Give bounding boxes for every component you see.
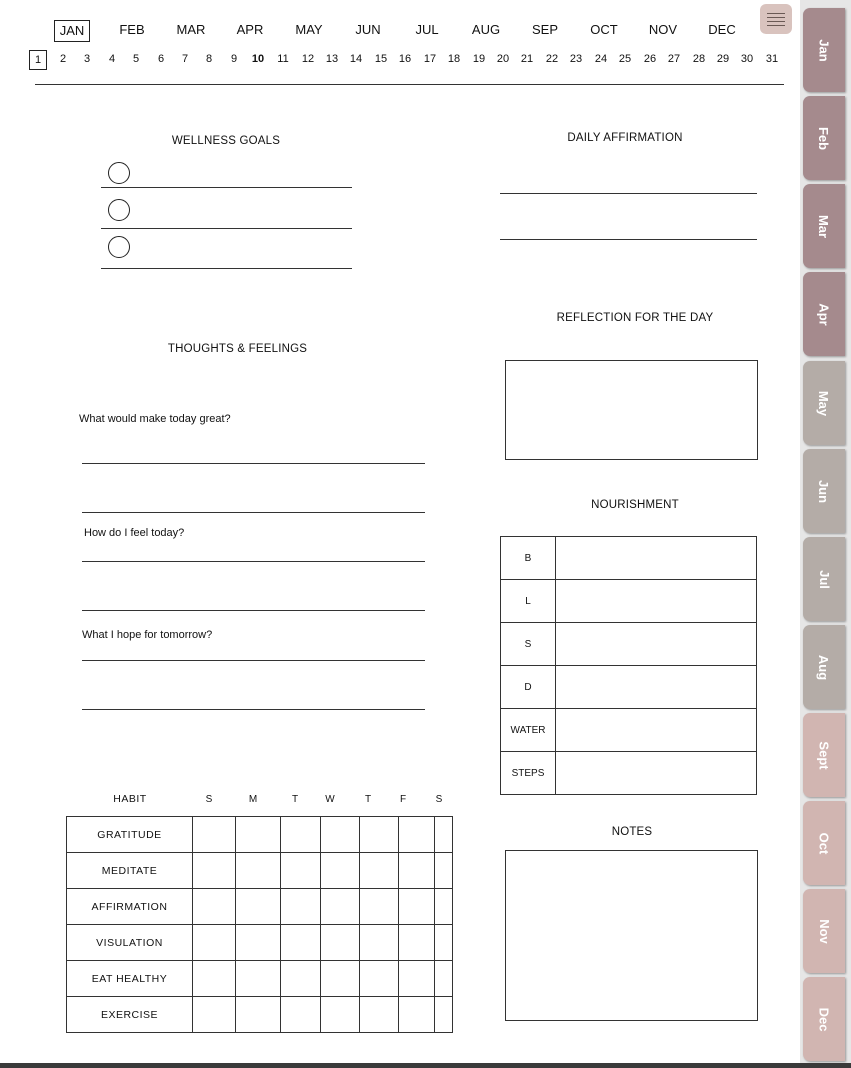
day-17[interactable]: 17 (423, 53, 437, 65)
day-5[interactable]: 5 (132, 53, 140, 65)
bottom-bar (0, 1063, 851, 1068)
habit-cell[interactable] (435, 961, 453, 997)
habit-cell[interactable] (321, 997, 360, 1033)
day-27[interactable]: 27 (667, 53, 681, 65)
day-19[interactable]: 19 (472, 53, 486, 65)
table-row (501, 709, 757, 752)
habit-cell[interactable] (321, 889, 360, 925)
habit-label: AFFIRMATION (67, 889, 193, 925)
habit-day-header: M (248, 794, 258, 805)
habit-label: VISULATION (67, 925, 193, 961)
question-hope-tomorrow: What I hope for tomorrow? (82, 629, 213, 641)
day-31[interactable]: 31 (765, 53, 779, 65)
meal-entry[interactable] (556, 623, 757, 666)
day-12[interactable]: 12 (301, 53, 315, 65)
goal-checkbox-3[interactable] (108, 236, 130, 258)
tab-sept[interactable] (803, 713, 845, 797)
habit-cell[interactable] (193, 961, 236, 997)
habit-day-header: S (205, 794, 213, 805)
day-14[interactable]: 14 (349, 53, 363, 65)
habit-cell[interactable] (236, 853, 281, 889)
habit-cell[interactable] (435, 925, 453, 961)
tab-label: Sept (816, 740, 832, 770)
day-26[interactable]: 26 (643, 53, 657, 65)
notes-title: NOTES (611, 826, 653, 838)
menu-button[interactable] (760, 4, 792, 34)
wellness-goals-title: WELLNESS GOALS (171, 135, 281, 147)
habit-cell[interactable] (193, 889, 236, 925)
reflection-title: REFLECTION FOR THE DAY (556, 312, 714, 324)
habit-label: MEDITATE (67, 853, 193, 889)
tab-aug[interactable] (803, 625, 845, 709)
month-feb[interactable]: FEB (119, 22, 145, 37)
question-feel-today: How do I feel today? (84, 527, 185, 539)
table-row (67, 997, 453, 1033)
day-11[interactable]: 11 (277, 53, 289, 65)
habit-cell[interactable] (281, 817, 321, 853)
menu-icon-line (767, 21, 785, 22)
steps-entry[interactable] (556, 752, 757, 795)
habit-cell[interactable] (236, 961, 281, 997)
tab-label: Nov (816, 918, 832, 944)
meal-label: B (501, 537, 556, 580)
tab-mar[interactable] (803, 184, 845, 268)
month-oct[interactable]: OCT (590, 22, 618, 37)
month-apr[interactable]: APR (236, 22, 264, 37)
day-28[interactable]: 28 (692, 53, 706, 65)
habit-cell[interactable] (360, 853, 399, 889)
day-29[interactable]: 29 (716, 53, 730, 65)
month-jun[interactable]: JUN (355, 22, 381, 37)
habit-cell[interactable] (321, 817, 360, 853)
steps-label: STEPS (501, 752, 556, 795)
habit-day-header: W (325, 794, 335, 805)
goal-line-3[interactable] (101, 268, 352, 269)
meal-label: S (501, 623, 556, 666)
tab-label: Jun (816, 479, 832, 503)
habit-cell[interactable] (193, 997, 236, 1033)
tab-jul[interactable] (803, 537, 845, 621)
month-may[interactable]: MAY (295, 22, 323, 37)
day-4[interactable]: 4 (108, 53, 116, 65)
meal-label: D (501, 666, 556, 709)
day-21[interactable]: 21 (520, 53, 534, 65)
month-jul[interactable]: JUL (415, 22, 439, 37)
day-22[interactable]: 22 (545, 53, 559, 65)
habit-cell[interactable] (360, 961, 399, 997)
day-10[interactable]: 10 (251, 53, 265, 65)
answer-line-1b[interactable] (82, 512, 425, 513)
answer-line-3b[interactable] (82, 709, 425, 710)
tab-label: Apr (816, 302, 832, 326)
tab-label: Jan (816, 38, 832, 62)
tab-oct[interactable] (803, 801, 845, 885)
habit-cell[interactable] (281, 853, 321, 889)
habit-cell[interactable] (399, 997, 435, 1033)
day-24[interactable]: 24 (594, 53, 608, 65)
habit-day-header: T (364, 794, 372, 805)
reflection-box[interactable] (505, 360, 758, 460)
meal-entry[interactable] (556, 537, 757, 580)
habit-cell[interactable] (435, 817, 453, 853)
habit-cell[interactable] (399, 817, 435, 853)
tab-nov[interactable] (803, 889, 845, 973)
goal-line-2[interactable] (101, 228, 352, 229)
answer-line-3a[interactable] (82, 660, 425, 661)
meal-entry[interactable] (556, 580, 757, 623)
answer-line-2b[interactable] (82, 610, 425, 611)
month-jan[interactable]: JAN (54, 20, 90, 42)
day-25[interactable]: 25 (618, 53, 632, 65)
thoughts-feelings-title: THOUGHTS & FEELINGS (167, 343, 308, 355)
header-divider (35, 84, 784, 85)
menu-icon (767, 13, 785, 14)
habit-cell[interactable] (360, 817, 399, 853)
habit-table (66, 816, 453, 1033)
habit-label: EXERCISE (67, 997, 193, 1033)
table-row (67, 925, 453, 961)
habit-cell[interactable] (193, 817, 236, 853)
month-nov[interactable]: NOV (648, 22, 678, 37)
menu-icon-line (767, 25, 785, 26)
habit-cell[interactable] (321, 961, 360, 997)
month-dec[interactable]: DEC (708, 22, 736, 37)
day-3[interactable]: 3 (83, 53, 91, 65)
answer-line-2a[interactable] (82, 561, 425, 562)
water-label: WATER (501, 709, 556, 752)
day-15[interactable]: 15 (374, 53, 388, 65)
table-row (67, 853, 453, 889)
habit-cell[interactable] (360, 925, 399, 961)
tab-label: Oct (816, 832, 832, 854)
tab-label: Jul (816, 569, 832, 589)
month-sep[interactable]: SEP (531, 22, 558, 37)
tab-jan[interactable] (803, 8, 845, 92)
habit-cell[interactable] (281, 889, 321, 925)
habit-cell[interactable] (435, 853, 453, 889)
habit-cell[interactable] (236, 997, 281, 1033)
habit-cell[interactable] (236, 817, 281, 853)
habit-cell[interactable] (399, 961, 435, 997)
day-18[interactable]: 18 (447, 53, 461, 65)
day-8[interactable]: 8 (205, 53, 213, 65)
tab-apr[interactable] (803, 272, 845, 356)
day-30[interactable]: 30 (740, 53, 754, 65)
habit-cell[interactable] (281, 925, 321, 961)
habit-cell[interactable] (360, 889, 399, 925)
habit-cell[interactable] (193, 853, 236, 889)
day-1[interactable]: 1 (29, 50, 47, 70)
habit-cell[interactable] (193, 925, 236, 961)
habit-cell[interactable] (399, 853, 435, 889)
day-9[interactable]: 9 (230, 53, 238, 65)
habit-day-header: S (435, 794, 443, 805)
answer-line-1a[interactable] (82, 463, 425, 464)
habit-cell[interactable] (281, 997, 321, 1033)
tab-label: Feb (816, 126, 832, 150)
table-row (67, 961, 453, 997)
table-row (67, 889, 453, 925)
habit-cell[interactable] (399, 925, 435, 961)
goal-checkbox-1[interactable] (108, 162, 130, 184)
daily-affirmation-title: DAILY AFFIRMATION (567, 132, 683, 144)
meal-entry[interactable] (556, 666, 757, 709)
habit-cell[interactable] (321, 853, 360, 889)
menu-icon-line (767, 17, 785, 18)
day-20[interactable]: 20 (496, 53, 510, 65)
habit-cell[interactable] (236, 889, 281, 925)
month-mar[interactable]: MAR (176, 22, 206, 37)
habit-cell[interactable] (435, 997, 453, 1033)
habit-cell[interactable] (360, 997, 399, 1033)
goal-line-1[interactable] (101, 187, 352, 188)
table-row (501, 537, 757, 580)
day-7[interactable]: 7 (181, 53, 189, 65)
meal-label: L (501, 580, 556, 623)
habit-cell[interactable] (399, 889, 435, 925)
notes-box[interactable] (505, 850, 758, 1021)
table-row (67, 817, 453, 853)
habit-header: HABIT (113, 793, 147, 805)
habit-cell[interactable] (435, 889, 453, 925)
tab-label: May (816, 390, 832, 416)
tab-jun[interactable] (803, 449, 845, 533)
affirmation-line-2[interactable] (500, 239, 757, 240)
tab-label: Aug (816, 654, 832, 680)
day-13[interactable]: 13 (325, 53, 339, 65)
table-row (501, 580, 757, 623)
tab-label: Dec (816, 1007, 832, 1031)
day-2[interactable]: 2 (59, 53, 67, 65)
habit-day-header: T (291, 794, 299, 805)
day-23[interactable]: 23 (569, 53, 583, 65)
table-row (501, 623, 757, 666)
habit-label: GRATITUDE (67, 817, 193, 853)
month-aug[interactable]: AUG (471, 22, 501, 37)
nourishment-table (500, 536, 757, 795)
tab-dec[interactable] (803, 977, 845, 1061)
habit-label: EAT HEALTHY (67, 961, 193, 997)
habit-cell[interactable] (236, 925, 281, 961)
water-entry[interactable] (556, 709, 757, 752)
habit-cell[interactable] (281, 961, 321, 997)
table-row (501, 666, 757, 709)
tab-feb[interactable] (803, 96, 845, 180)
affirmation-line-1[interactable] (500, 193, 757, 194)
table-row (501, 752, 757, 795)
habit-day-header: F (399, 794, 407, 805)
question-today-great: What would make today great? (79, 413, 231, 425)
tab-label: Mar (816, 214, 832, 238)
day-16[interactable]: 16 (398, 53, 412, 65)
nourishment-title: NOURISHMENT (591, 499, 679, 511)
habit-cell[interactable] (321, 925, 360, 961)
tab-may[interactable] (803, 361, 845, 445)
goal-checkbox-2[interactable] (108, 199, 130, 221)
day-6[interactable]: 6 (157, 53, 165, 65)
